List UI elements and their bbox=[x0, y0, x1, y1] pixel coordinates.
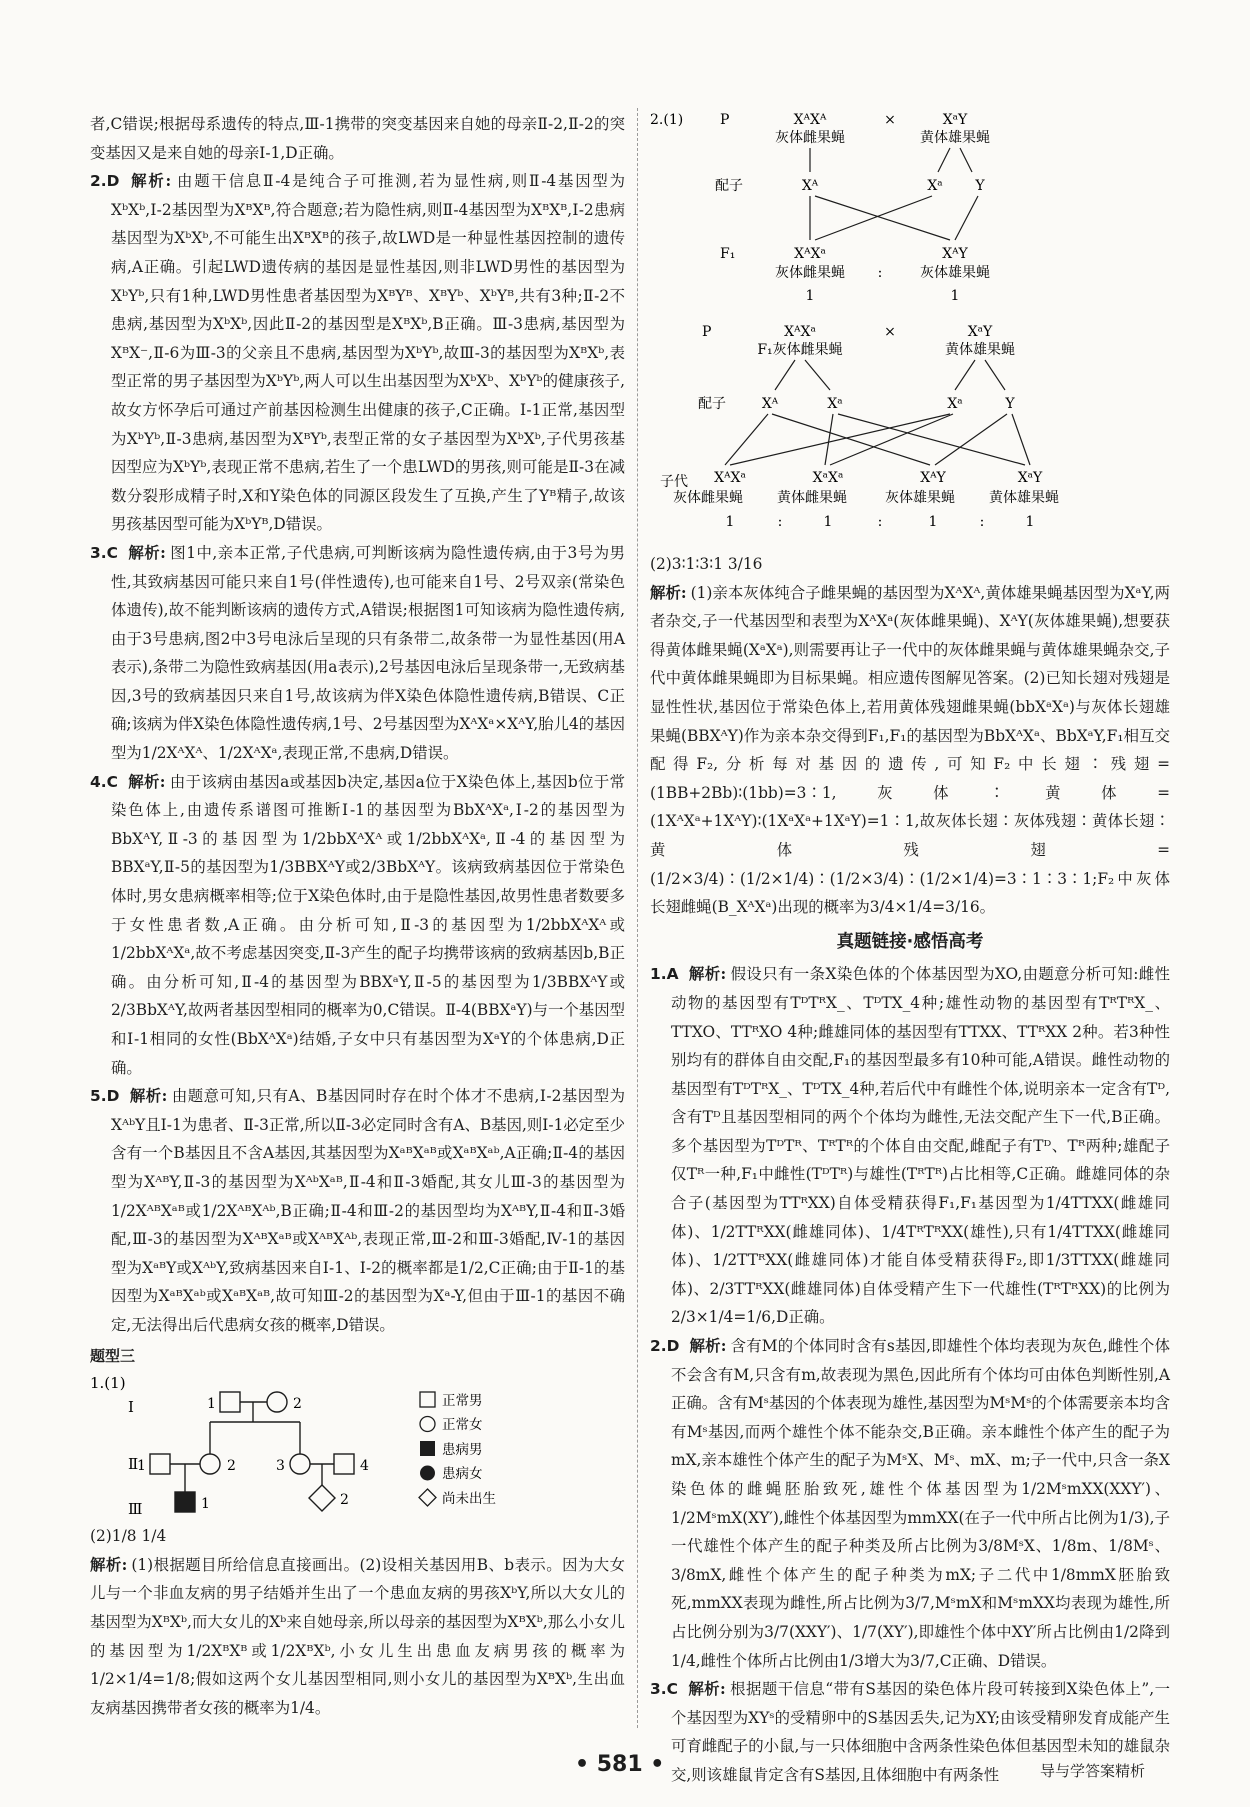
svg-text:2: 2 bbox=[293, 1396, 302, 1413]
svg-text:黄体雌果蝇: 黄体雌果蝇 bbox=[777, 490, 847, 506]
page-number: • 581 • bbox=[575, 1752, 665, 1777]
svg-text:配子: 配子 bbox=[698, 396, 726, 412]
svg-text::: : bbox=[877, 265, 883, 281]
svg-text:黄体雄果蝇: 黄体雄果蝇 bbox=[920, 130, 990, 146]
section-title: 真题链接·感悟高考 bbox=[836, 931, 984, 952]
svg-text:4: 4 bbox=[360, 1458, 369, 1475]
generation-label-1: Ⅰ bbox=[128, 1398, 134, 1417]
q2-explanation: 解析: (1)亲本灰体纯合子雌果蝇的基因型为XᴬXᴬ,黄体雄果蝇基因型为XᵃY,两者杂交,子一代基因型和表型为XᴬXᵃ(灰体雌果蝇)、XᴬY(灰体雄果蝇),想要获得黄体雌果蝇(XᵃXᵃ),则需要再让子一代中的灰体雌果蝇与黄体雄果蝇杂交,子代中黄体雌果蝇即为目标果蝇。相应遗传图解见答案。(2)已知长翅对残翅是显性性状,基因位于常染色体上,若用黄体残翅雌果蝇(bbXᵃXᵃ)与灰体长翅雄果蝇(BBXᴬY)作为亲本杂交得到F₁,F₁的基因型为BbXᴬXᵃ、BbXᵃY,F₁相互交配得F₂,分析每对基因的遗传,可知F₂中长翅∶残翅=(1BB+2Bb)∶(1bb)=3∶1,灰体∶黄体=(1XᴬXᵃ+1XᴬY)∶(1XᵃXᵃ+1XᵃY)=1∶1,故灰体长翅∶灰体残翅∶黄体长翅∶黄体残翅=(1/2×3/4)∶(1/2×1/4)∶(1/2×3/4)∶(1/2×1/4)=3∶1∶3∶1;F₂中灰体长翅雌蝇(B_XᴬXᵃ)出现的概率为3/4×1/4=3/16。 bbox=[650, 583, 1171, 917]
svg-text:尚未出生: 尚未出生 bbox=[442, 1491, 496, 1508]
svg-text:1: 1 bbox=[725, 514, 735, 530]
svg-text:2: 2 bbox=[340, 1492, 349, 1509]
svg-text:2: 2 bbox=[227, 1458, 236, 1475]
svg-text:Xᴬ: Xᴬ bbox=[801, 178, 819, 194]
svg-text:XᴬXᵃ: XᴬXᵃ bbox=[714, 470, 746, 486]
svg-text:XᴬXᵃ: XᴬXᵃ bbox=[794, 246, 826, 262]
svg-text:F₁灰体雌果蝇: F₁灰体雌果蝇 bbox=[757, 342, 843, 358]
svg-text:1: 1 bbox=[201, 1496, 210, 1513]
question-label: 1.(1) bbox=[90, 1374, 126, 1393]
svg-text:患病女: 患病女 bbox=[442, 1466, 483, 1483]
answer-4: 4.C 解析: 由于该病由基因a或基因b决定,基因a位于X染色体上,基因b位于常染色体上,由遗传系谱图可推断Ⅰ-1的基因型为BbXᴬXᵃ,Ⅰ-2的基因型为BbXᴬY,Ⅱ-3的基因型为1/2bbXᴬXᴬ或1/2bbXᴬXᵃ,Ⅱ-4的基因型为BBXᵃY,Ⅱ-5的基因型为1/3BBXᴬY或2/3BbXᴬY。该病致病基因位于常染色体时,男女患病概率相等;位于X染色体时,由于是隐性基因,故男性患者数要多于女性患者数,A正确。由分析可知,Ⅱ-3的基因型为1/2bbXᴬXᴬ或1/2bbXᴬXᵃ,故不考虑基因突变,Ⅱ-3产生的配子均携带该病的致病基因b,B正确。由分析可知,Ⅱ-4的基因型为BBXᵃY,Ⅱ-5的基因型为1/3BBXᴬY或2/3BbXᴬY,故两者基因型相同的概率为0,C错误。Ⅱ-4(BBXᵃY)与一个基因型和Ⅰ-1相同的女性(BbXᴬXᵃ)结婚,子女中只有基因型为XᵃY的个体患病,D正确。 bbox=[90, 772, 625, 1077]
cross2-parent-female: XᴬXᵃ bbox=[784, 324, 816, 340]
svg-text:灰体雌果蝇: 灰体雌果蝇 bbox=[775, 130, 845, 146]
svg-text:×: × bbox=[884, 112, 896, 128]
exam-answer-1: 1.A 解析: 假设只有一条X染色体的个体基因型为XO,由题意分析可知:雌性动物的基因型有TᴰTᴿX_、TᴰTX_4种;雄性动物的基因型有TᴿTᴿX_、TTXO、TTᴿXO 4种;雌雄同体的基因型有TTXX、TTᴿXX 2种。若3种性别均有的群体自由交配,F₁的基因型最多有10种可能,A错误。雌性动物的基因型有TᴰTᴿX_、TᴰTX_4种,若后代中有雌性个体,说明亲本一定含有Tᴰ,含有Tᴰ且基因型相同的两个个体均为雌性,无法交配产生下一代,B正确。多个基因型为TᴰTᴿ、TᴿTᴿ的个体自由交配,雌配子有Tᴰ、Tᴿ两种;雄配子仅Tᴿ一种,F₁中雌性(TᴰTᴿ)与雄性(TᴿTᴿ)占比相等,C正确。雌雄同体的杂合子(基因型为TTᴿXX)自体受精获得F₁,F₁基因型为1/4TTXX(雌雄同体)、1/2TTᴿXX(雌雄同体)、1/4TᴿTᴿXX(雄性),只有1/4TTXX(雌雄同体)、1/2TTᴿXX(雌雄同体)才能自体受精获得F₂,即1/3TTXX(雌雄同体)、2/3TTᴿXX(雌雄同体)自体受精产生下一代雄性(TᴿTᴿXX)的比例为2/3×1/4=1/6,D正确。 bbox=[650, 965, 1171, 1327]
answer-5: 5.D 解析: 由题意可知,只有A、B基因同时存在时个体才不患病,Ⅰ-2基因型为XᴬᵇY且Ⅰ-1为患者、Ⅱ-3正常,所以Ⅱ-3必定同时含有A、B基因,则Ⅰ-1必定至少含有一个B基因且不含A基因,其基因型为XᵃᴮXᵃᴮ或XᵃᴮXᵃᵇ,A正确;Ⅱ-4的基因型为XᴬᴮY,Ⅱ-3的基因型为XᴬᵇXᵃᴮ,Ⅱ-4和Ⅱ-3婚配,其女儿Ⅲ-3的基因型为1/2XᴬᴮXᵃᴮ或1/2XᴬᴮXᴬᵇ,B正确;Ⅱ-4和Ⅲ-2的基因型均为XᴬᴮY,Ⅱ-4和Ⅱ-3婚配,Ⅲ-3的基因型为XᴬᴮXᵃᴮ或XᴬᴮXᴬᵇ,表现正常,Ⅲ-2和Ⅲ-3婚配,Ⅳ-1的基因型为XᵃᴮY或XᴬᵇY,致病基因来自Ⅰ-1、Ⅰ-2的概率都是1/2,C正确;由于Ⅱ-1的基因型为XᵃᴮXᵃᵇ或XᵃᴮXᵃᴮ,故可知Ⅲ-2的基因型为Xᵃ-Y,但由于Ⅲ-1的基因不确定,无法得出后代患病女孩的概率,D错误。 bbox=[90, 1087, 625, 1334]
male-affected-III1 bbox=[175, 1492, 195, 1512]
exam-answer-3: 3.C 解析: 根据题干信息“带有S基因的染色体片段可转接到X染色体上”,一个基因型为XYˢ的受精卵中的S基因丢失,记为XY;由该受精卵发育成能产生可育雌配子的小鼠,与一只体细胞中含两条性染色体但基因型未知的雄鼠杂交,则该雄鼠肯定含有S基因,且体细胞中有两条性 bbox=[650, 1680, 1170, 1784]
svg-text:Xᵃ: Xᵃ bbox=[827, 396, 843, 412]
svg-text:P: P bbox=[702, 324, 712, 340]
legend-female-affected-icon bbox=[420, 1466, 435, 1481]
svg-text:Xᵃ: Xᵃ bbox=[947, 396, 963, 412]
svg-text:×: × bbox=[884, 324, 896, 340]
female-normal-II3 bbox=[290, 1454, 310, 1474]
type3-answer-2: (2)1/8 1/4 bbox=[90, 1527, 167, 1546]
svg-text:XᵃXᵃ: XᵃXᵃ bbox=[812, 470, 844, 486]
right-column bbox=[650, 110, 1170, 1790]
genetic-cross-diagrams bbox=[650, 110, 1170, 550]
cross2-parent-male: XᵃY bbox=[967, 324, 993, 340]
male-normal-II1 bbox=[150, 1454, 170, 1474]
svg-text:1: 1 bbox=[928, 514, 938, 530]
female-normal-II2 bbox=[200, 1454, 220, 1474]
q2-answer-2: (2)3∶1∶3∶1 3/16 bbox=[650, 555, 763, 573]
svg-text:Y: Y bbox=[1005, 396, 1015, 412]
svg-text::: : bbox=[877, 514, 883, 530]
svg-text:黄体雄果蝇: 黄体雄果蝇 bbox=[989, 490, 1059, 506]
svg-text:正常女: 正常女 bbox=[442, 1417, 483, 1434]
svg-text:1: 1 bbox=[1025, 514, 1035, 530]
answer-3: 3.C 解析: 图1中,亲本正常,子代患病,可判断该病为隐性遗传病,由于3号为男性,其致病基因可能只来自1号(伴性遗传),也可能来自1号、2号双亲(常染色体遗传),故不能判断该病的遗传方式,A错误;根据图1可知该病为隐性遗传病,由于3号患病,图2中3号电泳后呈现的只有条带二,故条带一为显性基因(用A表示),条带二为隐性致病基因(用a表示),2号基因电泳后呈现条带一,无致病基因,3号的致病基因只来自1号,故该病为伴X染色体隐性遗传病,B错误、C正确;该病为伴X染色体隐性遗传病,1号、2号基因型为XᴬXᵃ×XᴬY,胎儿4的基因型为1/2XᴬXᴬ、1/2XᴬXᵃ,表现正常,不患病,D错误。 bbox=[90, 543, 625, 763]
svg-text:灰体雌果蝇: 灰体雌果蝇 bbox=[775, 265, 845, 281]
left-column bbox=[90, 110, 625, 1722]
svg-text:F₁: F₁ bbox=[720, 246, 736, 262]
svg-text:P: P bbox=[720, 112, 730, 128]
cross1-parent-female: XᴬXᴬ bbox=[793, 112, 827, 128]
svg-text:1: 1 bbox=[823, 514, 833, 530]
generation-label-2: Ⅱ bbox=[128, 1455, 139, 1474]
svg-text:正常男: 正常男 bbox=[442, 1393, 483, 1410]
svg-text::: : bbox=[979, 514, 985, 530]
svg-text:XᴬY: XᴬY bbox=[942, 246, 968, 262]
unborn-III2 bbox=[309, 1485, 335, 1511]
legend-male-affected-icon bbox=[420, 1441, 435, 1456]
svg-text:1: 1 bbox=[805, 288, 815, 304]
svg-text:黄体雄果蝇: 黄体雄果蝇 bbox=[945, 342, 1015, 358]
svg-text:Xᴬ: Xᴬ bbox=[761, 396, 779, 412]
svg-text:XᵃY: XᵃY bbox=[1017, 470, 1043, 486]
male-normal-II4 bbox=[334, 1454, 354, 1474]
svg-text:患病男: 患病男 bbox=[442, 1442, 483, 1459]
svg-text:1: 1 bbox=[207, 1396, 216, 1413]
svg-text:3: 3 bbox=[276, 1458, 285, 1475]
svg-text:Y: Y bbox=[975, 178, 985, 194]
pedigree-block bbox=[90, 1372, 625, 1522]
pedigree-diagram bbox=[90, 1372, 625, 1522]
female-normal-I2 bbox=[267, 1392, 287, 1412]
svg-text:灰体雄果蝇: 灰体雄果蝇 bbox=[885, 490, 955, 506]
cross-diagram bbox=[650, 110, 1170, 550]
section-heading-type3: 题型三 bbox=[90, 1346, 136, 1365]
svg-text::: : bbox=[777, 514, 783, 530]
answer-2: 2.D 解析: 由题干信息Ⅱ-4是纯合子可推测,若为显性病,则Ⅱ-4基因型为XᵇXᵇ,Ⅰ-2基因型为XᴮXᴮ,符合题意;若为隐性病,则Ⅱ-4基因型为XᴮXᴮ,Ⅰ-2患病基因型为XᵇXᵇ,不可能生出XᴮXᴮ的孩子,故LWD是一种显性基因控制的遗传病,A正确。引起LWD遗传病的基因是显性基因,则非LWD男性的基因型为XᵇYᵇ,只有1种,LWD男性患者基因型为XᴮYᴮ、XᴮYᵇ、XᵇYᴮ,共有3种;Ⅱ-2不患病,基因型为XᵇXᵇ,因此Ⅱ-2的基因型是XᴮXᵇ,B正确。Ⅲ-3患病,基因型为XᴮX⁻,Ⅱ-6为Ⅲ-3的父亲且不患病,基因型为XᵇYᵇ,故Ⅲ-3的基因型为XᴮXᵇ,表型正常的男子基因型为XᵇYᵇ,两人可以生出基因型为XᵇXᵇ、XᵇYᵇ的健康孩子,故女方怀孕后可通过产前基因检测生出健康的孩子,C正确。Ⅰ-1正常,基因型为XᵇYᵇ,Ⅱ-3患病,基因型为XᴮYᵇ,表型正常的女子基因型为XᵇXᵇ,子代男孩基因型应为XᵇYᵇ,表现正常不患病,若生了一个患LWD的男孩,则可能是Ⅱ-3在减数分裂形成精子时,X和Y染色体的同源区段发生了互换,产生了Yᴮ精子,故该男孩基因型可能为XᵇYᴮ,D错误。 bbox=[90, 172, 625, 534]
column-divider bbox=[637, 108, 638, 1728]
cross1-parent-male: XᵃY bbox=[942, 112, 968, 128]
svg-text:1: 1 bbox=[950, 288, 960, 304]
male-normal-I1 bbox=[220, 1392, 240, 1412]
question-label: 2.(1) bbox=[650, 112, 684, 128]
exam-answer-2: 2.D 解析: 含有M的个体同时含有s基因,即雄性个体均表现为灰色,雌性个体不会含有M,只含有m,故表现为黑色,因此所有个体均可由体色判断性别,A正确。含有Mˢ基因的个体表现为雄性,基因型为MˢMˢ的个体需要亲本均含有Mˢ基因,而两个雄性个体不能杂交,B正确。亲本雌性个体产生的配子为mX,亲本雄性个体产生的配子为MˢX、Mˢ、mX、m;子一代中,只含一条X染色体的雌蝇胚胎致死,雄性个体基因型为1/2MˢmXX(XXY′)、1/2MˢmX(XY′),雌性个体基因型为mmXX(在子一代中所占比例为1/3),子一代雄性个体产生的配子种类及所占比例为3/8MˢX、1/8m、1/8Mˢ、3/8mX,雌性个体产生的配子种类为mX;子二代中1/8mmX胚胎致死,mmXX表现为雌性,所占比例为3/7,MˢmX和MˢmXX均表现为雄性,所占比例分别为3/7(XXY′)、1/7(XY′),即雄性个体中XY′所占比例由1/2降到1/4,雌性个体所占比例由1/3增大为3/7,C正确、D错误。 bbox=[650, 1337, 1170, 1670]
svg-text:灰体雄果蝇: 灰体雄果蝇 bbox=[920, 265, 990, 281]
footer-brand: 导与学答案精析 bbox=[1040, 1762, 1146, 1780]
continued-text: 者,C错误;根据母系遗传的特点,Ⅲ-1携带的突变基因来自她的母亲Ⅱ-2,Ⅱ-2的突变基因又是来自她的母亲Ⅰ-1,D正确。 bbox=[90, 115, 625, 162]
svg-text:配子: 配子 bbox=[715, 178, 743, 194]
legend-male-normal-icon bbox=[420, 1392, 435, 1407]
generation-label-3: Ⅲ bbox=[128, 1500, 143, 1519]
svg-text:XᴬY: XᴬY bbox=[920, 470, 946, 486]
svg-text:Xᵃ: Xᵃ bbox=[927, 178, 943, 194]
svg-text:子代: 子代 bbox=[660, 474, 688, 490]
svg-text:灰体雌果蝇: 灰体雌果蝇 bbox=[673, 490, 743, 506]
legend-female-normal-icon bbox=[420, 1417, 435, 1432]
type3-explanation: 解析: (1)根据题目所给信息直接画出。(2)设相关基因用B、b表示。因为大女儿与一个非血友病的男子结婚并生出了一个患血友病的男孩XᵇY,所以大女儿的基因型为XᴮXᵇ,而大女儿的Xᵇ来自她母亲,所以母亲的基因型为XᴮXᵇ,那么小女儿的基因型为1/2XᴮXᴮ或1/2XᴮXᵇ,小女儿生出患血友病男孩的概率为1/2×1/4=1/8;假如这两个女儿基因型相同,则小女儿的基因型为XᴮXᵇ,生出血友病基因携带者女孩的概率为1/4。 bbox=[90, 1555, 626, 1717]
legend-unborn-icon bbox=[419, 1489, 436, 1506]
svg-text:1: 1 bbox=[137, 1458, 146, 1475]
